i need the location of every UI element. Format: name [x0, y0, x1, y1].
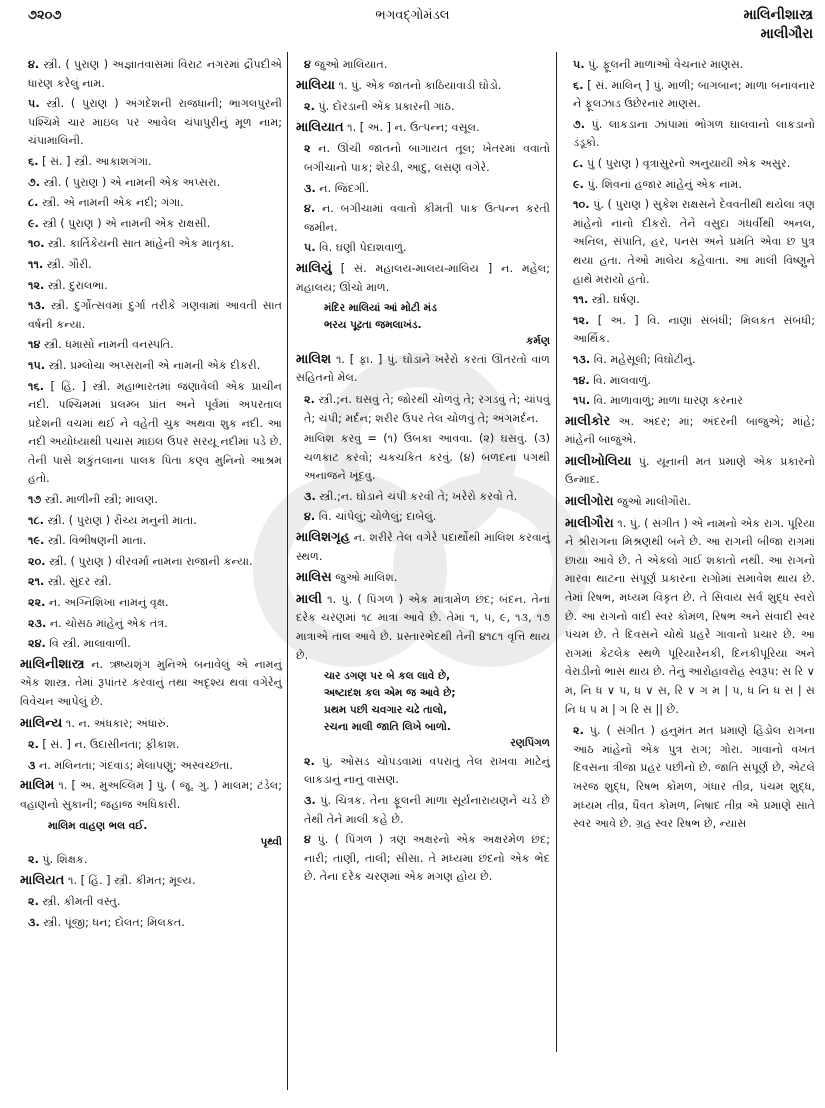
definition-text: સ્ત્રી. દુર્ગોત્સવમાં દુર્ગા તરીકે ગણવામાં આવતી સાત વર્ષની કન્યા.: [28, 299, 282, 331]
sense-number: ૩: [28, 758, 36, 772]
sense-number: ૧૨.: [28, 278, 45, 292]
guide-word-last: માલીગૌરા: [760, 26, 813, 42]
dictionary-entry: [565, 453, 815, 490]
definition-text: [ અ. ] વિ. નાણાં સંબંધી; મિલકત સંબંધી; આર્થિક.: [573, 313, 815, 346]
definition-text: સ્ત્રી. ( પુરાણ ) રૌચ્ય મનુની માતા.: [47, 513, 197, 527]
definition-text: ન. ચોસઠ માંહેનું એક તંત્ર.: [49, 616, 168, 630]
dictionary-entry: [296, 351, 550, 388]
sense-number: ૩.: [28, 915, 40, 929]
sense-definition: [565, 392, 815, 411]
sense-number: ૨: [304, 142, 311, 156]
sense-definition: [20, 615, 282, 634]
sense-number: ૩.: [304, 794, 316, 807]
quotation-line: મંદિર માલિયાં આં મોટી મંડ: [324, 302, 437, 315]
sense-definition: [20, 594, 282, 613]
page-number: ૭૨૦૭: [28, 8, 62, 23]
sense-definition: [20, 378, 282, 490]
definition-text: વિ. માલવાળું.: [593, 373, 651, 387]
definition-text: સ્ત્રી. ( પુરાણ ) અજ્ઞાતવાસમાં વિરાટ નગરમાં દ્રૌપદીએ ધારણ કરેલું નામ.: [28, 58, 282, 90]
dictionary-entry: [296, 77, 550, 96]
definition-text: ન. મલિનતા; ગંદવાડ; મેલાપણું; અસ્વચ્છતા.: [39, 758, 233, 772]
dictionary-column-1: [20, 56, 282, 935]
sense-number: ૧૫.: [573, 394, 591, 408]
definition-text: ૧. [ હિં. ] સ્ત્રી. કીમત; મૂલ્ય.: [67, 873, 196, 887]
definition-text: સ્ત્રી. સુંદર સ્ત્રી.: [47, 575, 112, 589]
sense-number: ૮.: [573, 156, 584, 170]
sense-number: ૧૦.: [573, 198, 590, 212]
sense-number: ૨.: [573, 724, 584, 738]
dictionary-entry: [20, 656, 282, 712]
sense-definition: [20, 95, 282, 151]
sense-definition: [20, 757, 282, 776]
sense-definition: [20, 194, 282, 213]
sense-number: ૧૮.: [28, 513, 44, 527]
quotation-line: ચાર ડગણ પર બે કલ લાવે છે,: [324, 670, 451, 683]
sense-definition: [20, 491, 282, 510]
definition-text: સ્ત્રી. ( પુરાણ ) અંગદેશની રાજધાની; ભાગલપુરની પશ્ચિમે ચાર માઇલ પર આવેલ ચંપાપુરીનું મૂળ નામ; ચંપામાલિની.: [28, 97, 282, 148]
quotation-line: ભરય પૂઢતા જમલાખંડ.: [324, 319, 422, 332]
sense-definition: [20, 512, 282, 531]
definition-text: સ્ત્રી. ( પુરાણ ) વીરવર્મા નામના રાજાની કન્યા.: [49, 554, 253, 568]
definition-text: પું. ( પુરાણ ) સુકેશ રાક્ષસને દેવવતીથી થયેલા ત્રણ માંહેનો નાનો દીકરો. તેને વસુદા ગંધર્વીથી અનલ, અનિલ, સંપાતિ, હર, પનસ અને પ્રમતિ એવા છ પુત્ર થયા હતા. તેઓ માલેય કહેવાતા. આ માલી વિષ્ણુને હાથે મરાયો હતો.: [573, 198, 816, 286]
quotation-line: માલિમ વાહણ ભલ વઈ.: [48, 819, 148, 832]
headword: માલીખોલિયા: [565, 453, 632, 469]
definition-text: સ્ત્રી. પ્રમ્લોચા અપ્સરાની એ નામની એક દીકરી.: [48, 358, 261, 372]
headword: માલિયાત: [296, 119, 344, 135]
definition-text: ન. ઊંચી જાતનો બાગાયત તૂલ; ખેતરમાં વવાતો બગીચાનો પાક; શેરડી, આદુ, લસણ વગેરે.: [304, 142, 550, 174]
sense-number: ૧૦.: [28, 237, 45, 251]
definition-text: ૧. [ અ. મુઅલ્લિમ ] પું. ( જૂ. ગુ. ) માલમ; ટંડેલ; વહાણનો સુકાની; જહાજ અધિકારી.: [20, 779, 282, 811]
definition-text: [ સં. ] સ્ત્રી. આકાશગંગા.: [42, 154, 152, 168]
definition-text: વિ. મહેસૂલી; વિઘોટીનું.: [593, 352, 696, 366]
sense-number: ૪: [304, 58, 311, 71]
sense-number: ૧૫.: [28, 358, 46, 372]
definition-text: ન. ઋષ્યશૃંગ મુનિએ બનાવેલું એ નામનું એક શાસ્ત્ર. તેમાં રૂપાંતર કરવાનું તથા અદૃશ્ય થવાં વગેરેનું વિવેચન આપેલું છે.: [20, 657, 282, 708]
headword: માલિમ: [20, 778, 55, 794]
headword: માલિન્ય: [20, 715, 63, 731]
sense-number: ૨.: [304, 754, 315, 768]
sense-definition: [565, 176, 815, 195]
sense-number: ૧૪.: [573, 373, 590, 387]
sense-number: ૯.: [573, 177, 584, 191]
dictionary-entry: [20, 777, 282, 814]
dictionary-column-3: [565, 56, 815, 836]
sense-definition: [20, 573, 282, 592]
sense-number: ૧૪: [28, 338, 41, 352]
sense-definition: [296, 56, 550, 75]
sense-definition: [20, 357, 282, 376]
guide-word-first: માલિનીશાસ્ત્ર: [743, 7, 813, 23]
definition-text: પું. ઓસડ ચોપડવામાં વપરાતું તેલ રાખવા માટેનું લાકડાનું નાનું વાસણ.: [304, 754, 550, 787]
headword: માલિયત: [20, 872, 65, 888]
sense-number: ૩.: [304, 181, 316, 195]
definition-text: [ સં. ] ન. ઉદાસીનતા; ફીકાશ.: [42, 738, 180, 752]
sense-number: ૮.: [28, 196, 39, 210]
definition-text: પું. ( સંગીત ) હનુમંત મત પ્રમાણે હિંડોલ રાગના આઠ માંહેનો એક પુત્ર રાગ; ગોરા. ગાવાનો વખત દિવસના ત્રીજા પ્રહર પછીનો છે. જાતિ સંપૂર્ણ છે, એટલે ખરજ શુદ્ધ, રિષભ કોમળ, ગંધાર તીવ્ર, પંચમ શુદ્ધ, મધ્યમ તીવ્ર, ધૈવત કોમળ, નિષાદ તીવ્ર એ પ્રમાણે સાતે સ્વર આવે છે. ગ્રહ સ્વર રિષભ છે, ન્યાસ: [573, 724, 815, 831]
quotation-source: કર્મણ: [526, 335, 550, 348]
sense-number: ૧૩.: [573, 352, 591, 366]
definition-text: પું ( પુરાણ ) વૃત્રાસુરનો અનુયાયી એક અસુર.: [586, 156, 791, 170]
definition-text: સ્ત્રી. માળીની સ્ત્રી; માલણ.: [44, 493, 158, 507]
definition-text: વિ. ઘણી પેદાશવાળું.: [319, 241, 407, 255]
definition-text: વિ. ચાંપેલું; ચોળેલું; દાબેલું.: [318, 510, 437, 524]
definition-text: સ્ત્રી. એ નામની એક નદી; ગંગા.: [41, 196, 184, 210]
definition-text: સ્ત્રી. ઘર્ષણ.: [591, 293, 640, 307]
headword: માલિસ: [296, 570, 332, 586]
headword: માલી: [296, 591, 322, 607]
sense-number: ૨.: [28, 853, 39, 867]
headword: માલિયા: [296, 77, 335, 93]
definition-text: ૧. પું. ( પિંગળ ) એક માત્રામેળ છંદ; બંદન. તેના દરેક ચરણમાં ૧૮ માત્રા આવે છે. તેમાં ૧, ૫, ૯, ૧૩, ૧૭ માત્રાએ તાલ આવે છે. પ્રસ્તારભેદથી તેની ૪૧૮૧ વૃત્તિ થાય છે.: [296, 592, 550, 662]
sense-definition: [20, 336, 282, 355]
sense-number: ૫.: [304, 241, 316, 255]
sense-number: ૭.: [573, 117, 586, 131]
definition-text: ન. બગીચામાં વવાતો કીમતી પાક ઉત્પન્ન કરતી જમીન.: [304, 202, 551, 234]
sense-definition: [565, 77, 815, 114]
dictionary-entry: [296, 569, 550, 588]
sense-number: ૨૧.: [28, 575, 45, 589]
sense-definition: [20, 893, 282, 912]
dictionary-entry: [296, 119, 550, 138]
headword: માલિયું: [296, 260, 332, 276]
definition-text: ન. અગ્નિશિખા નામનું વૃક્ષ.: [48, 596, 169, 610]
sense-number: ૨.: [304, 100, 315, 114]
sense-number: ૫.: [28, 97, 40, 111]
dictionary-entry: [565, 413, 815, 450]
definition-text: પું. લાકડાના ઝાંપામાં ભોગળ ઘાલવાનો લાકડાનો ડંડૂકો.: [573, 117, 815, 150]
sense-definition: [20, 277, 282, 296]
sense-definition: [296, 140, 550, 177]
sense-definition: [565, 372, 815, 391]
sense-definition: [565, 116, 815, 153]
definition-text: પું. ફૂલની માળાઓ વેચનાર માણસ.: [588, 58, 744, 71]
definition-text: પું. દોરડાની એક પ્રકારની ગાંઠ.: [318, 100, 455, 114]
sense-definition: [20, 553, 282, 572]
sense-number: ૫.: [573, 58, 585, 71]
definition-text: માલિશ કરવું = (૧) ઉબકા આવવા. (૨) ઘસવું. (૩) ચળકાટ કરવો; ચકચકિત કરવું. (૪) બળદના પગથી અનાજને ખૂંદવું.: [304, 432, 550, 483]
quotation-line: રચના માલી જાતિ લિખે બાળો.: [324, 721, 451, 734]
column-divider: [287, 52, 288, 1090]
headword: માલીગોરા: [565, 494, 614, 510]
sense-number: ૧૯.: [28, 534, 45, 548]
headword: માલિનીશાસ્ત્ર: [20, 656, 85, 672]
sense-definition: [20, 914, 282, 933]
sense-definition: [296, 98, 550, 117]
sense-number: ૯.: [28, 216, 39, 230]
sense-definition: [296, 430, 550, 486]
sense-definition: [296, 488, 550, 507]
guide-words: [743, 6, 813, 44]
definition-text: સ્ત્રી. ( પુરાણ ) એ નામની એક અપ્સરા.: [43, 175, 221, 189]
sense-number: ૧૨.: [573, 313, 590, 327]
definition-text: ન. જિંદગી.: [319, 181, 370, 195]
dictionary-column-2: [296, 56, 550, 889]
sense-definition: [20, 532, 282, 551]
definition-text: ૧. [ અ. ] ન. ઉત્પન્ન; વસૂલ.: [347, 120, 480, 134]
definition-text: વિ સ્ત્રી. માલાવાળી.: [49, 637, 131, 651]
sense-number: ૪.: [304, 510, 316, 524]
sense-definition: [20, 215, 282, 234]
dictionary-entry: [565, 515, 815, 720]
quotation-block: [20, 818, 282, 852]
sense-number: ૨.: [28, 895, 39, 909]
running-title: ભગવદ્ગોમંડલ: [375, 8, 450, 23]
sense-definition: [20, 153, 282, 172]
sense-number: ૨૦.: [28, 554, 46, 568]
dictionary-entry: [296, 591, 550, 665]
sense-number: ૧૧.: [28, 257, 44, 271]
definition-text: સ્ત્રી. દુરાલભા.: [47, 278, 108, 292]
definition-text: સ્ત્રી. ગૌરી.: [46, 257, 92, 271]
sense-definition: [296, 239, 550, 258]
dictionary-entry: [565, 493, 815, 512]
definition-text: ૧. પું. ( સંગીત ) એ નામનો એક રાગ. પૂરિયા ને શ્રીરાગના મિશ્રણથી બને છે. આ રાગની બીજા રાગમાં છાયા આવે છે. તે એકલો ગાઈ શકાતો નથી. આ રાગનો મારવા થાટના સંપૂર્ણ પ્રકારના રાગોમાં સમાવેશ થાય છે. તેમાં રિષભ, મધ્યમ વિકૃત છે. તે સિવાય સર્વ શુદ્ધ સ્વરો છે. આ રાગનો વાદી સ્વર કોમળ, રિષભ અને સંવાદી સ્વર પંચમ છે. તે દિવસને ચોથે પ્રહરે ગાવાનો પ્રચાર છે. આ રાગમાં કેટલેક સ્થળે પૂરિયારેનકી, દિનકીપૂરિયા અને વેરાડીનો ભાસ થાય છે. તેનું આરોહાવરોહ સ્વરૂપ: સ રિ ∨ મ, નિ ધ ∨ પ, ધ ∨ સ, રિ ∨ ગ મ | પ, ધ નિ ધ સ | સ નિ ધ પ મ | ગ રિ સ || છે.: [565, 516, 815, 716]
definition-text: સ્ત્રી. વિભીષણની માતા.: [47, 534, 147, 548]
definition-text: જુઓ માલીગૌરા.: [617, 495, 691, 509]
sense-definition: [20, 256, 282, 275]
sense-definition: [296, 200, 550, 237]
sense-definition: [565, 722, 815, 834]
sense-number: ૨.: [304, 392, 315, 406]
sense-definition: [296, 753, 550, 790]
definition-text: ૧. ન. અંધકાર; અંધારું.: [65, 716, 170, 730]
definition-text: સ્ત્રી.;ન. ઘોડાને ચંપી કરવી તે; ખરેરો કરવો તે.: [319, 489, 518, 503]
headword: માલીકોર: [565, 413, 611, 429]
definition-text: પું. ( પિંગળ ) ત્રણ અક્ષરનો એક અક્ષરમેળ છંદ; નારી; તાણી, તાલી; સીસા. તે મધ્યમા છંદનો એક ભેદ છે. તેના દરેક ચરણમાં એક મગણ હોય છે.: [304, 833, 550, 884]
definition-text: પું. શિવનાં હજાર માંહેનું એક નામ.: [587, 177, 742, 191]
definition-text: સ્ત્રી. પૂંજી; ધન; દોલત; મિલકત.: [43, 915, 185, 929]
sense-number: ૭.: [28, 175, 41, 189]
headword: માલીગૌરા: [565, 515, 614, 531]
sense-definition: [565, 351, 815, 370]
sense-definition: [20, 851, 282, 870]
sense-definition: [296, 792, 550, 829]
sense-definition: [20, 736, 282, 755]
sense-number: ૨.: [28, 738, 39, 752]
sense-definition: [296, 831, 550, 887]
dictionary-entry: [20, 872, 282, 891]
sense-number: ૧૧.: [573, 293, 589, 307]
definition-text: સ્ત્રી ( પુરાણ ) એ નામની એક રાક્ષસી.: [42, 216, 211, 230]
sense-definition: [565, 291, 815, 310]
definition-text: પું. શિક્ષક.: [42, 853, 88, 867]
definition-text: ૧. [ ફા. ] પું. ઘોડાને ખરેરો કરતાં ઊતરતો વાળ સહિતનો મેલ.: [296, 352, 550, 385]
definition-text: સ્ત્રી.;ન. ઘસવું તે; જોરથી ચોળવું તે; રગડવું તે; ચાંપવું તે; ચંપી; મર્દન; શરીર ઉપર તેલ ચોળવું તે; અંગમર્દન.: [304, 392, 550, 425]
definition-text: [ સં. માલિન્ ] પું. માળી; બાગબાન; માળા બનાવનાર ને ફૂલઝાડ ઉછેરનાર માણસ.: [573, 78, 815, 111]
sense-definition: [565, 312, 815, 349]
sense-definition: [296, 508, 550, 527]
sense-definition: [20, 174, 282, 193]
headword: માલિશ: [296, 351, 332, 367]
sense-number: ૩.: [304, 489, 316, 503]
sense-number: ૨૨.: [28, 596, 46, 610]
sense-definition: [20, 56, 282, 93]
definition-text: ન. શરીરે તેલ વગેરે પદાર્થોથી માલિશ કરવાનું સ્થળ.: [296, 531, 550, 563]
definition-text: સ્ત્રી. ધમાસો નામની વનસ્પતિ.: [43, 338, 174, 352]
sense-definition: [296, 180, 550, 199]
definition-text: [ હિં. ] સ્ત્રી. મહાભારતમાં જણાવેલી એક પ્રાચીન નદી. પશ્ચિમમાં પ્રલમ્બ પ્રાંત અને પૂર્વમાં અપરતાલ પ્રદેશની વચમાં થઈ ને વહેતી ચુક અથવા શુક નદી. આ નદી અયોધ્યાથી પચાસ માઇલ ઉપર સરયૂ નદીમાં પડે છે. તેની પાસે શકુંતલાના પાલક પિતા કણ્વ મુનિનો આશ્રમ હતો.: [28, 379, 282, 486]
sense-number: ૧૭: [28, 493, 42, 507]
dictionary-entry: [296, 529, 550, 566]
sense-number: ૧૬.: [28, 379, 44, 393]
sense-number: ૪.: [28, 58, 40, 71]
sense-number: ૧૩.: [28, 299, 46, 313]
page-header: [0, 0, 825, 48]
sense-number: ૬.: [28, 154, 39, 168]
sense-definition: [296, 391, 550, 428]
sense-definition: [565, 56, 815, 75]
definition-text: પું. ચિત્રક. તેના ફૂલની માળા સૂર્યનારાયણને ચડે છે તેથી તેને માલી કહે છે.: [304, 794, 551, 826]
dictionary-entry: [20, 715, 282, 734]
sense-definition: [20, 235, 282, 254]
sense-number: ૨૪.: [28, 637, 46, 651]
sense-number: ૨૩.: [28, 616, 47, 630]
sense-number: ૪: [304, 833, 311, 847]
definition-text: સ્ત્રી. કાર્તિકેયની સાત માંહેની એક માતૃકા.: [48, 237, 235, 251]
quotation-source: રણપિંગળ: [510, 737, 550, 750]
headword: માલિશગૃહ: [296, 530, 350, 546]
sense-definition: [565, 196, 815, 289]
definition-text: [ સં. મહાલય-માલય-માલિય ] ન. મહેલ; મહાલય; ઊંચો માળ.: [296, 261, 551, 294]
sense-number: ૬.: [573, 78, 584, 92]
quotation-block: [296, 668, 550, 753]
definition-text: સ્ત્રી. કીમતી વસ્તુ.: [42, 895, 121, 909]
sense-definition: [20, 635, 282, 654]
definition-text: જુઓ માલિશ.: [335, 571, 398, 585]
quotation-block: [296, 300, 550, 351]
sense-number: ૪.: [304, 202, 316, 216]
definition-text: જુઓ માલિયાત.: [314, 58, 388, 71]
quotation-source: પૃથ્વી: [260, 835, 282, 848]
sense-definition: [565, 155, 815, 174]
quotation-line: અષ્ટાદશ કલ એમ જ આવે છે;: [324, 687, 456, 700]
dictionary-entry: [296, 260, 550, 297]
quotation-line: પ્રથમ પછી ચવગાર ચઢે તાલો,: [324, 704, 448, 717]
definition-text: અ. અંદર; માં; અંદરની બાજુએ; માંહે; માંહેની બાજુએ.: [565, 414, 815, 447]
column-divider: [556, 52, 557, 1052]
sense-definition: [20, 297, 282, 334]
definition-text: વિ. માળાવાળું; માળા ધારણ કરનાર: [593, 394, 743, 408]
definition-text: ૧. પું. એક જાતનો કાઠિયાવાડી ઘોડો.: [338, 78, 502, 92]
definition-text: પું. યૂનાની મત પ્રમાણે એક પ્રકારનો ઉન્માદ.: [565, 454, 815, 487]
